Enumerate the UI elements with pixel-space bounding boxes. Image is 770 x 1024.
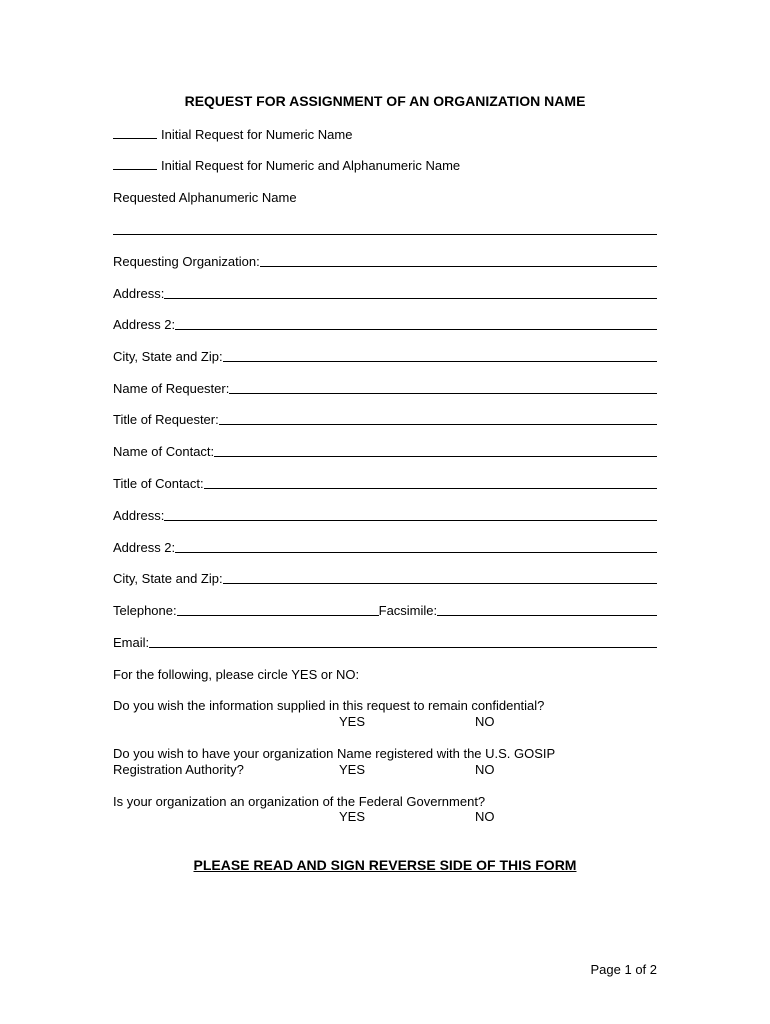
name-of-contact-field[interactable]	[113, 444, 657, 459]
facsimile-label: Facsimile:	[378, 603, 438, 618]
field-line[interactable]	[175, 317, 657, 330]
field-label: City, State and Zip:	[113, 571, 223, 586]
requested-alphanumeric-field[interactable]	[113, 234, 657, 235]
field-label: Name of Requester:	[113, 381, 230, 396]
email-field[interactable]	[113, 635, 657, 650]
field-label: Title of Requester:	[113, 412, 219, 427]
check-label: Initial Request for Numeric Name	[161, 127, 353, 142]
check-blank[interactable]	[113, 128, 157, 139]
telephone-label: Telephone:	[113, 603, 177, 618]
no-option[interactable]: NO	[475, 809, 495, 824]
field-line[interactable]	[260, 254, 657, 267]
address-2-field[interactable]	[113, 317, 657, 332]
field-label: Address:	[113, 286, 165, 301]
check-blank[interactable]	[113, 159, 157, 170]
yes-option[interactable]: YES	[339, 809, 366, 824]
field-label: City, State and Zip:	[113, 349, 223, 364]
field-line[interactable]	[223, 349, 657, 362]
telephone-field[interactable]	[177, 603, 379, 616]
notice-text: PLEASE READ AND SIGN REVERSE SIDE OF THIS FORM	[193, 857, 577, 873]
field-label: Address:	[113, 508, 165, 523]
circle-instruction: For the following, please circle YES or NO:	[113, 667, 360, 682]
field-line[interactable]	[219, 412, 657, 425]
field-label: Address 2:	[113, 540, 176, 555]
page-number: Page 1 of 2	[590, 962, 657, 977]
field-line[interactable]	[175, 540, 657, 553]
field-label: Requesting Organization:	[113, 254, 260, 269]
no-option[interactable]: NO	[475, 762, 495, 777]
sign-reverse-notice	[0, 857, 770, 873]
field-line[interactable]	[149, 635, 657, 648]
check-numeric-alphanumeric-name[interactable]	[113, 158, 460, 173]
telephone-facsimile-row	[113, 603, 657, 618]
address-field[interactable]	[113, 286, 657, 301]
contact-address-field[interactable]	[113, 508, 657, 523]
title-of-contact-field[interactable]	[113, 476, 657, 491]
city-state-zip-field[interactable]	[113, 349, 657, 364]
question-confidential: Do you wish the information supplied in this request to remain confidential?	[113, 698, 545, 713]
contact-city-state-zip-field[interactable]	[113, 571, 657, 586]
field-line[interactable]	[164, 286, 657, 299]
field-line[interactable]	[204, 476, 657, 489]
check-numeric-name[interactable]	[113, 127, 352, 142]
question-gosip-line2: Registration Authority?	[113, 762, 244, 777]
contact-address-2-field[interactable]	[113, 540, 657, 555]
facsimile-field[interactable]	[437, 603, 657, 616]
yes-option[interactable]: YES	[339, 762, 366, 777]
title-of-requester-field[interactable]	[113, 412, 657, 427]
question-gosip-line1: Do you wish to have your organization Name registered with the U.S. GOSIP	[113, 746, 556, 761]
field-label: Name of Contact:	[113, 444, 215, 459]
form-title: REQUEST FOR ASSIGNMENT OF AN ORGANIZATION NAME	[184, 93, 586, 109]
field-line[interactable]	[229, 381, 657, 394]
name-of-requester-field[interactable]	[113, 381, 657, 396]
yes-option[interactable]: YES	[339, 714, 366, 729]
requested-alphanumeric-label: Requested Alphanumeric Name	[113, 190, 297, 205]
requesting-organization-field[interactable]	[113, 254, 657, 269]
field-line[interactable]	[164, 508, 657, 521]
check-label: Initial Request for Numeric and Alphanumeric Name	[161, 158, 461, 173]
field-label: Email:	[113, 635, 150, 650]
question-federal: Is your organization an organization of the Federal Government?	[113, 794, 486, 809]
field-label: Address 2:	[113, 317, 176, 332]
field-line[interactable]	[223, 571, 657, 584]
field-line[interactable]	[214, 444, 657, 457]
field-label: Title of Contact:	[113, 476, 204, 491]
no-option[interactable]: NO	[475, 714, 495, 729]
